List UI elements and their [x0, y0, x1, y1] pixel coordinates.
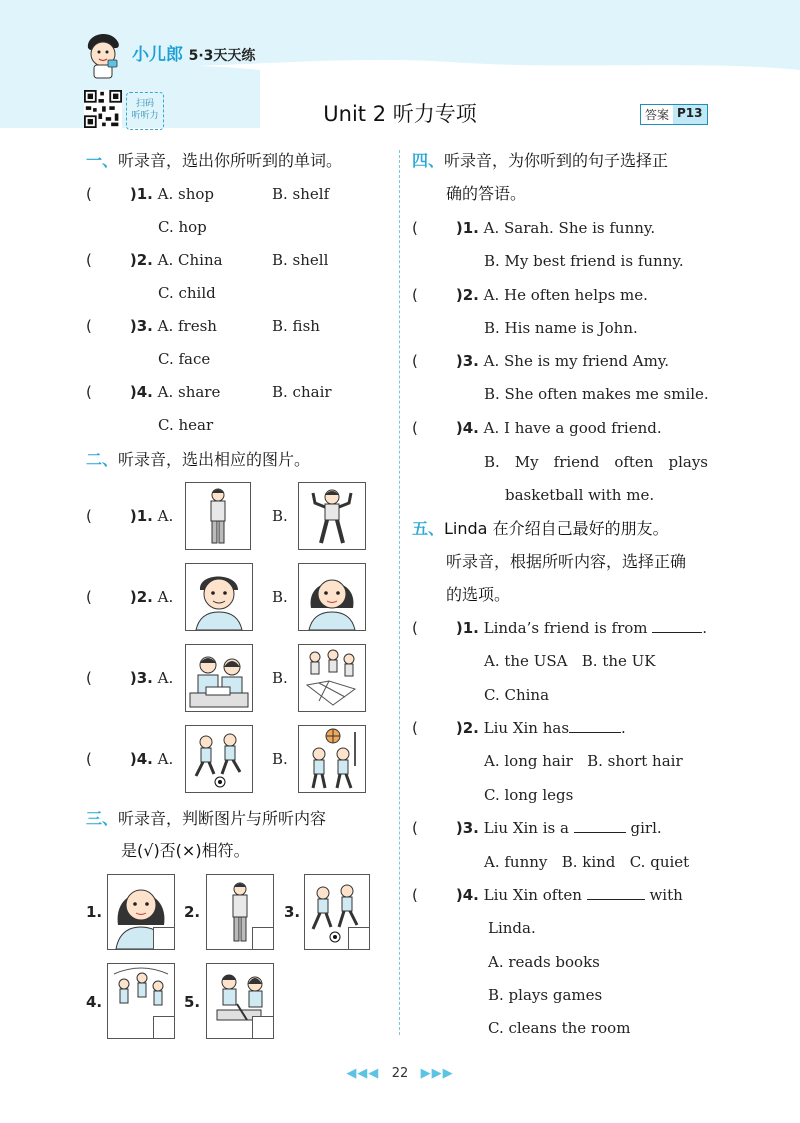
paren: (: [412, 352, 418, 370]
s4-q3-b: B. She often makes me smile.: [484, 385, 709, 403]
paren: (: [412, 419, 418, 437]
page-footer: [0, 1066, 800, 1081]
q-number: )2.: [129, 251, 153, 269]
s3-item2-label: 2.: [184, 903, 201, 921]
paren: (: [86, 750, 92, 768]
s5-q2-c: C. long legs: [484, 786, 574, 804]
section5-num: 五、: [412, 519, 445, 538]
boy-muscles-picture[interactable]: [298, 482, 366, 550]
stem-text: Liu Xin is a: [483, 819, 569, 837]
check-box-5[interactable]: [252, 1016, 274, 1039]
paren: (: [412, 819, 418, 837]
section4-title-line1: 听录音，为你听到的句子选择正: [444, 151, 669, 170]
s5-q4-b: B. plays games: [488, 986, 603, 1004]
option-a: A.: [157, 750, 174, 768]
option-a: A. Sarah. She is funny.: [483, 219, 656, 237]
section4-title: [412, 150, 668, 172]
s3-item3-label: 3.: [284, 903, 301, 921]
section3-title-line1: 听录音，判断图片与所听内容: [118, 809, 327, 828]
answer-label: 答案: [645, 108, 670, 122]
s5-q3-options: [484, 852, 689, 872]
s2-q1: [86, 506, 173, 526]
section1-title-text: 听录音，选出你所听到的单词。: [118, 151, 343, 170]
s5-q4-c: C. cleans the room: [488, 1019, 631, 1037]
option-a: A. share: [157, 383, 221, 401]
option-a: A. He often helps me.: [483, 286, 648, 304]
q-number: )3.: [455, 819, 479, 837]
paren: (: [86, 507, 92, 525]
stem-text: Liu Xin has: [483, 719, 570, 737]
section3-title-line2: 是(√)否(×)相符。: [121, 841, 250, 860]
kids-soccer-picture[interactable]: [185, 725, 253, 793]
s2-q1-b: B.: [272, 507, 288, 525]
s1-q3: [86, 316, 217, 336]
s4-q1: [412, 218, 655, 238]
boy-standing-picture[interactable]: [185, 482, 251, 550]
s4-q2: [412, 285, 648, 305]
stem-text: Liu Xin often: [483, 886, 582, 904]
page-number: 22: [391, 1066, 409, 1081]
q-number: )2.: [455, 286, 479, 304]
fill-blank[interactable]: [574, 818, 626, 833]
girl-face-picture[interactable]: [298, 563, 366, 631]
kids-hopscotch-picture[interactable]: [298, 644, 366, 712]
boy-face-picture[interactable]: [185, 563, 253, 631]
answer-ref[interactable]: [640, 104, 708, 125]
s2-q2: [86, 587, 173, 607]
s4-q4: [412, 418, 662, 438]
s5-q1: [412, 618, 707, 638]
check-box-4[interactable]: [153, 1016, 175, 1039]
s2-q4-b: B.: [272, 750, 288, 768]
s1-q4-b: B. chair: [272, 383, 332, 401]
q-number: )4.: [455, 419, 479, 437]
s5-q3: [412, 818, 662, 838]
s5-q1-c: C. China: [484, 686, 550, 704]
qr-note-line1: 扫码: [135, 99, 154, 109]
s1-q1-b: B. shelf: [272, 185, 330, 203]
brand-name: 小儿郎: [132, 45, 183, 65]
paren: (: [86, 317, 92, 335]
s4-q2-b: B. His name is John.: [484, 319, 638, 337]
paren: (: [86, 383, 92, 401]
section1-title: [86, 150, 342, 172]
fill-blank[interactable]: [652, 618, 702, 633]
s1-q2-b: B. shell: [272, 251, 329, 269]
s5-q2-options: [484, 751, 683, 771]
s4-q4-b-line2: basketball with me.: [505, 486, 655, 504]
q-number: )4.: [129, 383, 153, 401]
q-number: )3.: [129, 669, 153, 687]
check-box-1[interactable]: [153, 927, 175, 950]
section3-num: 三、: [86, 809, 119, 828]
option-a: A.: [157, 669, 174, 687]
stem-end: with: [649, 886, 683, 904]
s5-q4: [412, 885, 683, 905]
s5-q2: [412, 718, 626, 738]
paren: (: [86, 669, 92, 687]
q-number: )2.: [455, 719, 479, 737]
paren: (: [412, 219, 418, 237]
paren: (: [412, 619, 418, 637]
section3-title: [86, 808, 326, 830]
s1-q1-c: C. hop: [158, 218, 207, 236]
q-number: )4.: [455, 886, 479, 904]
option-a: A. She is my friend Amy.: [483, 352, 670, 370]
fill-blank[interactable]: [569, 718, 621, 733]
option-a: A.: [157, 588, 174, 606]
s5-q4-a: A. reads books: [488, 953, 600, 971]
stem-end: .: [621, 719, 626, 737]
q-number: )4.: [129, 750, 153, 768]
option-a: A. China: [157, 251, 223, 269]
section2-num: 二、: [86, 450, 119, 469]
fill-blank[interactable]: [587, 885, 645, 900]
section5-title: [412, 518, 669, 540]
s1-q4: [86, 382, 220, 402]
paren: (: [86, 588, 92, 606]
s1-q4-c: C. hear: [158, 416, 214, 434]
s1-q2-c: C. child: [158, 284, 216, 302]
option-a: A. I have a good friend.: [483, 419, 662, 437]
qr-note: [126, 92, 164, 130]
arrow-left-icon: ◀◀◀: [346, 1066, 380, 1081]
option-a: A.: [157, 507, 174, 525]
option-a: A. fresh: [157, 317, 217, 335]
option-a: A. the USA: [484, 652, 568, 670]
option-b: B. the UK: [581, 652, 656, 670]
option-b: B. kind: [561, 853, 616, 871]
section1-num: 一、: [86, 151, 119, 170]
s2-q3: [86, 668, 173, 688]
s3-item5-label: 5.: [184, 993, 201, 1011]
section5-title-line3: 的选项。: [446, 585, 511, 604]
option-a: A. long hair: [484, 752, 573, 770]
section4-title-line2: 确的答语。: [446, 184, 527, 203]
paren: (: [412, 886, 418, 904]
s1-q1: [86, 184, 214, 204]
s4-q3: [412, 351, 669, 371]
q-number: )3.: [129, 317, 153, 335]
q-number: )1.: [455, 619, 479, 637]
s1-q3-c: C. face: [158, 350, 211, 368]
paren: (: [86, 251, 92, 269]
section2-title-text: 听录音，选出相应的图片。: [118, 450, 311, 469]
s2-q3-b: B.: [272, 669, 288, 687]
s5-q1-options: [484, 651, 656, 671]
q-number: )1.: [129, 507, 153, 525]
q-number: )1.: [455, 219, 479, 237]
section5-title-line1: Linda 在介绍自己最好的朋友。: [444, 519, 669, 538]
brand: [132, 40, 255, 65]
q-number: )2.: [129, 588, 153, 606]
s5-q4-stem-line2: Linda.: [488, 919, 536, 937]
paren: (: [412, 719, 418, 737]
s1-q2: [86, 250, 223, 270]
answer-page: P13: [673, 105, 707, 124]
option-a: A. funny: [484, 853, 548, 871]
s3-item4-label: 4.: [86, 993, 103, 1011]
section4-num: 四、: [412, 151, 445, 170]
option-c: C. quiet: [629, 853, 690, 871]
section2-title: [86, 449, 310, 471]
paren: (: [86, 185, 92, 203]
option-b: B. short hair: [587, 752, 683, 770]
check-box-2[interactable]: [252, 927, 274, 950]
q-number: )3.: [455, 352, 479, 370]
stem-end: .: [702, 619, 708, 637]
kids-basketball-picture[interactable]: [298, 725, 366, 793]
s2-q4: [86, 749, 173, 769]
qr-code-icon[interactable]: [84, 90, 122, 128]
s1-q3-b: B. fish: [272, 317, 320, 335]
s4-q1-b: B. My best friend is funny.: [484, 252, 684, 270]
stem-text: Linda’s friend is from: [483, 619, 648, 637]
check-box-3[interactable]: [348, 927, 370, 950]
brand-series: 5·3天天练: [188, 48, 256, 64]
paren: (: [412, 286, 418, 304]
qr-note-line2: 听听力: [131, 111, 159, 121]
s3-item1-label: 1.: [86, 903, 103, 921]
s2-q2-b: B.: [272, 588, 288, 606]
q-number: )1.: [129, 185, 153, 203]
arrow-right-icon: ▶▶▶: [420, 1066, 454, 1081]
stem-end: girl.: [630, 819, 662, 837]
page-title: Unit 2 听力专项: [323, 102, 477, 126]
mascot-icon: [80, 30, 126, 80]
kids-reading-picture[interactable]: [185, 644, 253, 712]
section5-title-line2: 听录音，根据所听内容，选择正确: [446, 552, 687, 571]
column-divider: [399, 150, 400, 1035]
s4-q4-b-line1: B. My friend often plays: [484, 453, 708, 471]
option-a: A. shop: [157, 185, 215, 203]
